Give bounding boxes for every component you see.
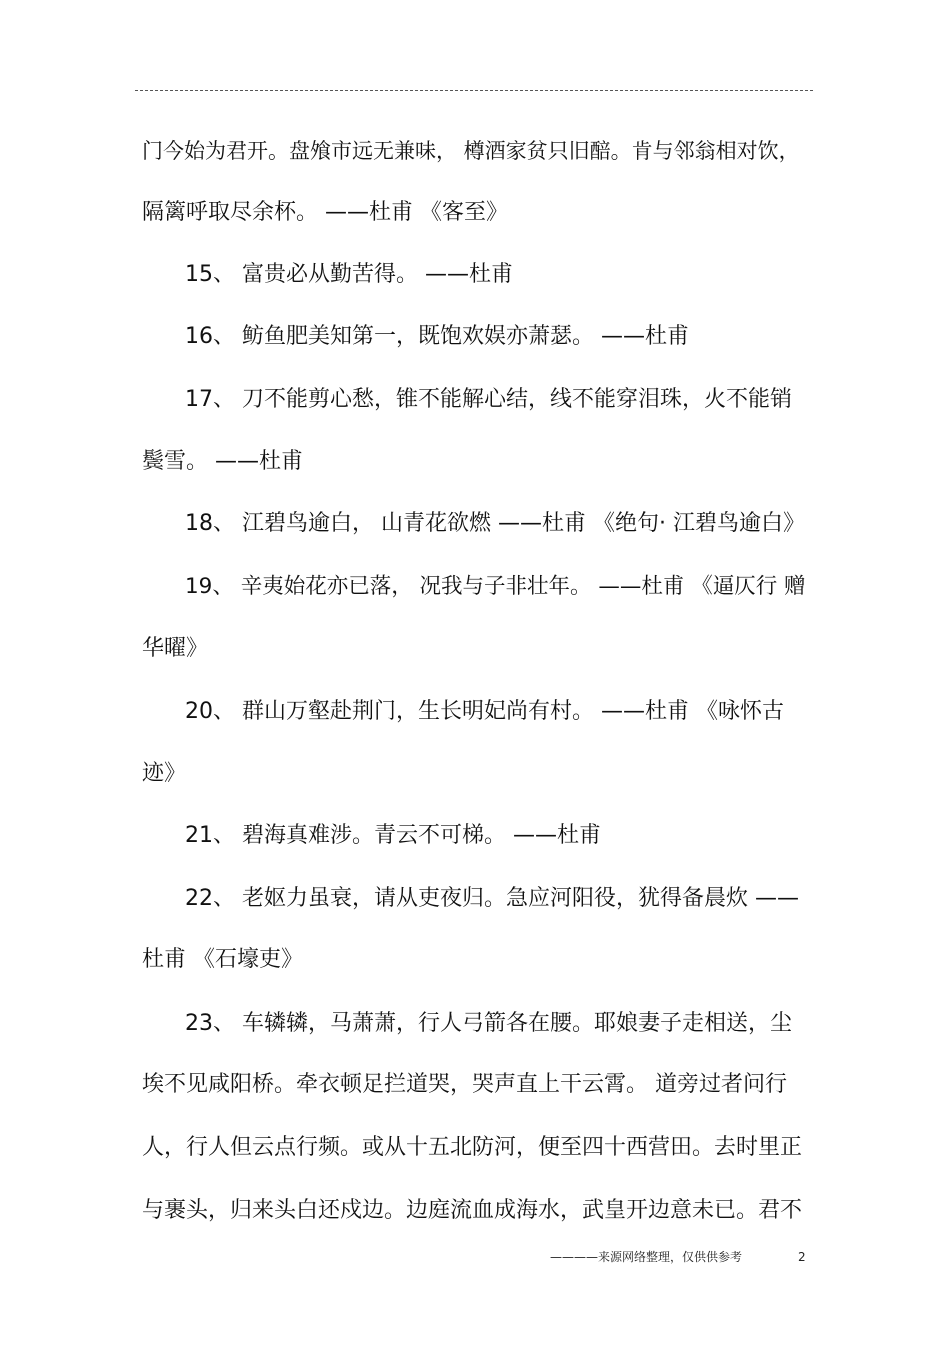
text-line: 人，行人但云点行频。或从十五北防河，便至四十西营田。去时里正 [142,1135,803,1160]
text-line: 23、 车辚辚，马萧萧，行人弓箭各在腰。耶娘妻子走相送，尘 [185,1011,792,1036]
top-dashed-rule [135,90,813,91]
text-line: 门今始为君开。盘飧市远无兼味， 樽酒家贫只旧醅。肯与邻翁相对饮， [142,139,800,163]
text-line: 16、 鲂鱼肥美知第一，既饱欢娱亦萧瑟。 ——杜甫 [185,324,689,349]
page-number: 2 [798,1250,806,1264]
text-line: 18、 江碧鸟逾白， 山青花欲燃 ——杜甫 《绝句· 江碧鸟逾白》 [185,511,805,536]
text-line: 埃不见咸阳桥。牵衣顿足拦道哭，哭声直上干云霄。 道旁过者问行 [142,1072,787,1097]
footer-source-note: ————来源网络整理，仅供供参考 [550,1250,743,1264]
text-line: 22、 老妪力虽衰，请从吏夜归。急应河阳役，犹得备晨炊 —— [185,886,799,911]
text-line: 迹》 [142,761,187,786]
text-line: 华曜》 [142,636,209,661]
text-line: 隔篱呼取尽余杯。 ——杜甫 《客至》 [142,200,508,225]
text-line: 与裹头，归来头白还戍边。边庭流血成海水，武皇开边意未已。君不 [142,1198,803,1223]
text-line: 杜甫 《石壕吏》 [142,947,303,972]
text-line: 鬓雪。 ——杜甫 [142,449,303,474]
text-line: 20、 群山万壑赴荆门，生长明妃尚有村。 ——杜甫 《咏怀古 [185,699,784,724]
text-line: 17、 刀不能剪心愁，锥不能解心结，线不能穿泪珠，火不能销 [185,387,792,412]
text-line: 21、 碧海真难涉。青云不可梯。 ——杜甫 [185,823,601,848]
text-line: 15、 富贵必从勤苦得。 ——杜甫 [185,262,513,287]
text-line: 19、 辛夷始花亦已落， 况我与子非壮年。 ——杜甫 《逼仄行 赠 [185,574,806,599]
